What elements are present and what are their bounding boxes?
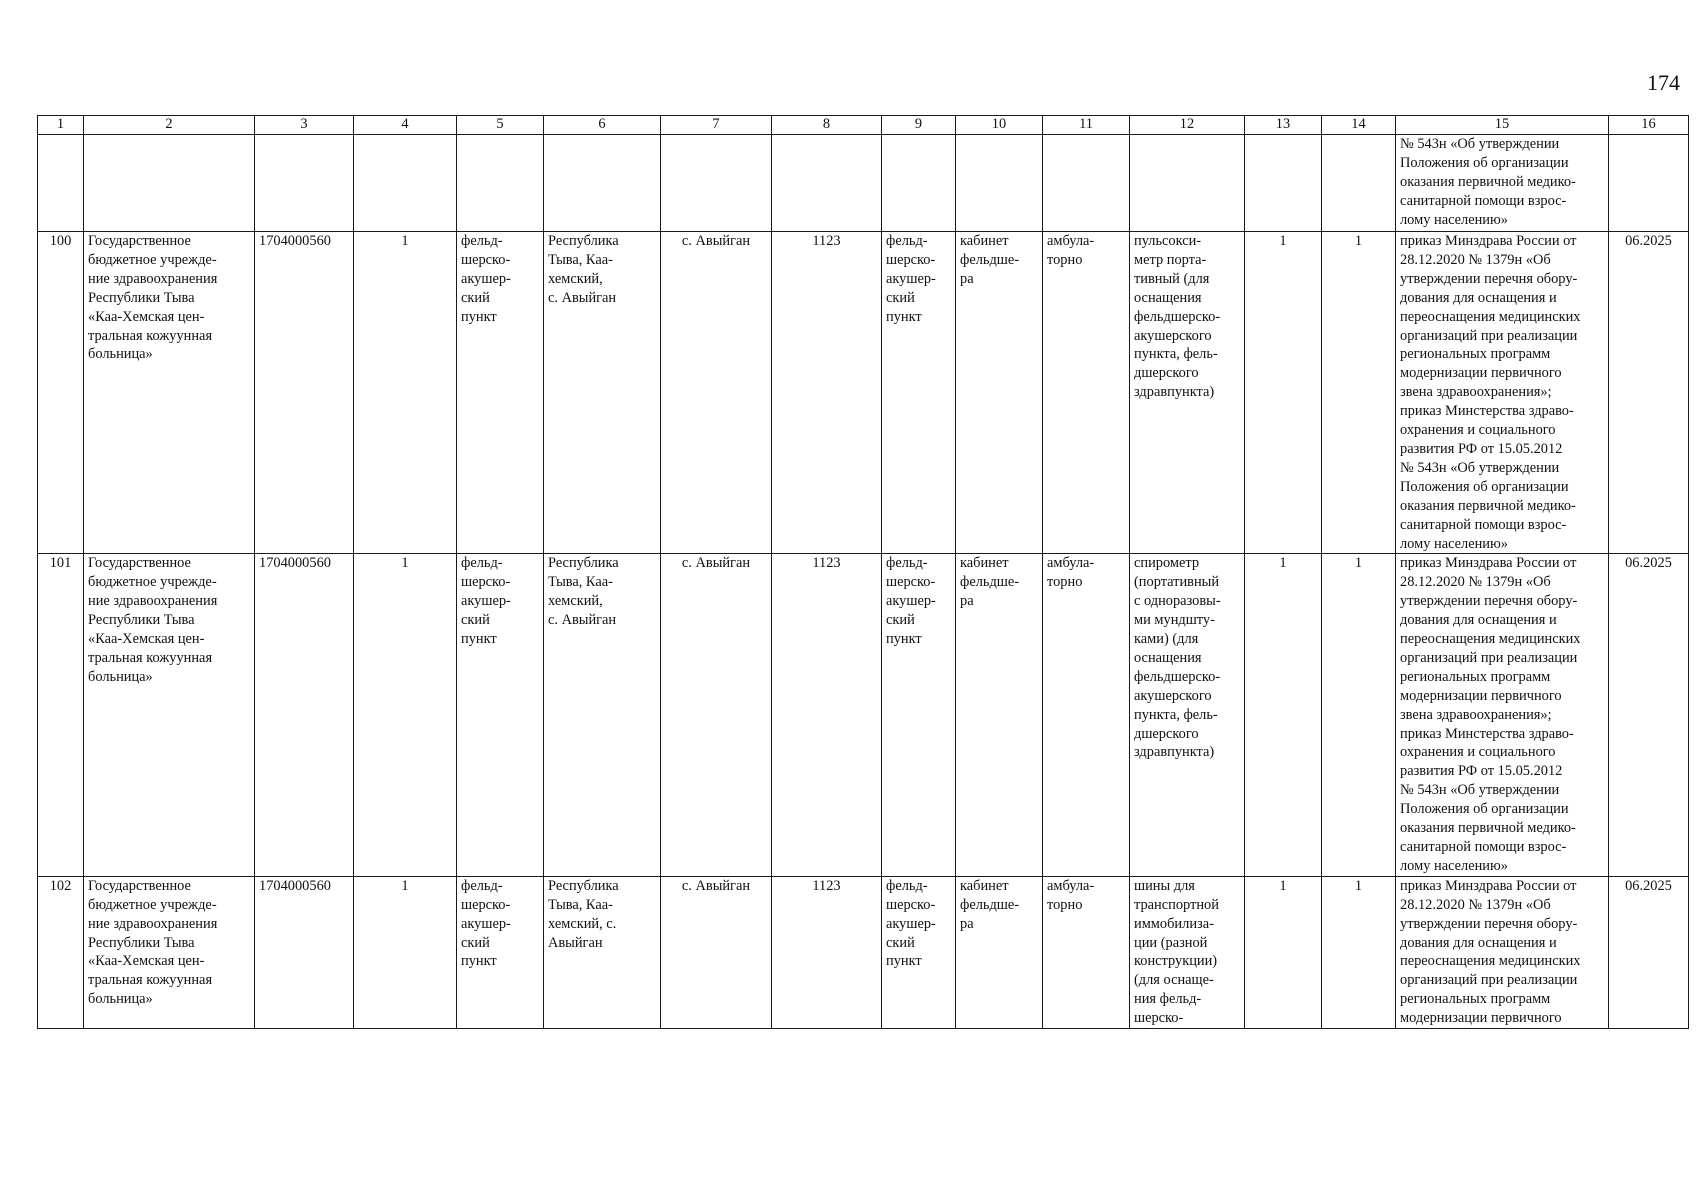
cell-date: 06.2025 bbox=[1609, 232, 1689, 554]
table-row bbox=[38, 876, 1689, 1028]
cell-empty bbox=[457, 135, 544, 232]
cell-quantity-2: 1 bbox=[1322, 876, 1396, 1028]
cell-date: 06.2025 bbox=[1609, 876, 1689, 1028]
cell-care-mode: амбула- торно bbox=[1043, 232, 1130, 554]
cell-facility-type: фельд- шерско- акушер- ский пункт bbox=[457, 876, 544, 1028]
cell-code: 1123 bbox=[772, 876, 882, 1028]
col-number-7: 7 bbox=[661, 116, 772, 135]
cell-col4: 1 bbox=[354, 876, 457, 1028]
cell-address: Республика Тыва, Каа- хемский, с. Авыйган bbox=[544, 232, 661, 554]
cell-facility-type: фельд- шерско- акушер- ский пункт bbox=[457, 554, 544, 876]
cell-empty bbox=[1245, 135, 1322, 232]
cell-unit: фельд- шерско- акушер- ский пункт bbox=[882, 232, 956, 554]
cell-empty bbox=[772, 135, 882, 232]
cell-legal-basis: приказ Минздрава России от 28.12.2020 № 1379н «Об утверждении перечня обору- дования для оснащения и переоснащения медицинских организаций при реализации региональных программ модернизации первичного звена здравоохранения»; приказ Минстерства здраво- охранения и социального развития РФ от 15.05.2012 № 543н «Об утверждении Положения об организации оказания первичной медико- санитарной помощи взрос- лому населению» bbox=[1396, 232, 1609, 554]
cell-code: 1123 bbox=[772, 232, 882, 554]
cell-room: кабинет фельдше- ра bbox=[956, 876, 1043, 1028]
cell-row-number: 102 bbox=[38, 876, 84, 1028]
cell-inn: 1704000560 bbox=[255, 554, 354, 876]
cell-quantity: 1 bbox=[1245, 554, 1322, 876]
cell-col4: 1 bbox=[354, 554, 457, 876]
cell-empty bbox=[38, 135, 84, 232]
cell-empty bbox=[1130, 135, 1245, 232]
col-number-2: 2 bbox=[84, 116, 255, 135]
cell-empty bbox=[956, 135, 1043, 232]
cell-inn: 1704000560 bbox=[255, 232, 354, 554]
col-number-3: 3 bbox=[255, 116, 354, 135]
col-number-11: 11 bbox=[1043, 116, 1130, 135]
cell-unit: фельд- шерско- акушер- ский пункт bbox=[882, 876, 956, 1028]
cell-address: Республика Тыва, Каа- хемский, с. Авыйган bbox=[544, 876, 661, 1028]
col-number-10: 10 bbox=[956, 116, 1043, 135]
cell-care-mode: амбула- торно bbox=[1043, 876, 1130, 1028]
cell-legal-basis: приказ Минздрава России от 28.12.2020 № 1379н «Об утверждении перечня обору- дования для оснащения и переоснащения медицинских организаций при реализации региональных программ модернизации первичного звена здравоохранения»; приказ Минстерства здраво- охранения и социального развития РФ от 15.05.2012 № 543н «Об утверждении Положения об организации оказания первичной медико- санитарной помощи взрос- лому населению» bbox=[1396, 554, 1609, 876]
cell-equipment: спирометр (портативный с одноразовы- ми мундшту- ками) (для оснащения фельдшерско- акушерского пункта, фель- дшерского здравпункта) bbox=[1130, 554, 1245, 876]
cell-facility-type: фельд- шерско- акушер- ский пункт bbox=[457, 232, 544, 554]
cell-empty bbox=[1322, 135, 1396, 232]
page-number: 174 bbox=[1647, 70, 1680, 95]
col-number-15: 15 bbox=[1396, 116, 1609, 135]
cell-care-mode: амбула- торно bbox=[1043, 554, 1130, 876]
cell-unit: фельд- шерско- акушер- ский пункт bbox=[882, 554, 956, 876]
table-row bbox=[38, 554, 1689, 876]
cell-organization: Государственное бюджетное учрежде- ние здравоохранения Республики Тыва «Каа-Хемская цен- тральная кожуунная больница» bbox=[84, 554, 255, 876]
cell-equipment: пульсокси- метр порта- тивный (для оснащения фельдшерско- акушерского пункта, фель- дшерского здравпункта) bbox=[1130, 232, 1245, 554]
table-row bbox=[38, 232, 1689, 554]
cell-legal-basis: приказ Минздрава России от 28.12.2020 № 1379н «Об утверждении перечня обору- дования для оснащения и переоснащения медицинских организаций при реализации региональных программ модернизации первичного bbox=[1396, 876, 1609, 1028]
cell-empty bbox=[1043, 135, 1130, 232]
cell-row-number: 101 bbox=[38, 554, 84, 876]
cell-settlement: с. Авыйган bbox=[661, 232, 772, 554]
register-table bbox=[37, 115, 1689, 1029]
cell-empty bbox=[1609, 135, 1689, 232]
column-number-row bbox=[38, 116, 1689, 135]
cell-equipment: шины для транспортной иммобилиза- ции (разной конструкции) (для оснаще- ния фельд- шерско- bbox=[1130, 876, 1245, 1028]
col-number-9: 9 bbox=[882, 116, 956, 135]
cell-empty bbox=[255, 135, 354, 232]
cell-row-number: 100 bbox=[38, 232, 84, 554]
cell-organization: Государственное бюджетное учрежде- ние здравоохранения Республики Тыва «Каа-Хемская цен- тральная кожуунная больница» bbox=[84, 232, 255, 554]
cell-code: 1123 bbox=[772, 554, 882, 876]
col-number-6: 6 bbox=[544, 116, 661, 135]
col-number-1: 1 bbox=[38, 116, 84, 135]
cell-empty bbox=[661, 135, 772, 232]
cell-empty bbox=[354, 135, 457, 232]
cell-room: кабинет фельдше- ра bbox=[956, 232, 1043, 554]
cell-inn: 1704000560 bbox=[255, 876, 354, 1028]
cell-room: кабинет фельдше- ра bbox=[956, 554, 1043, 876]
cell-legal-basis: № 543н «Об утверждении Положения об организации оказания первичной медико- санитарной помощи взрос- лому населению» bbox=[1396, 135, 1609, 232]
cell-empty bbox=[882, 135, 956, 232]
col-number-4: 4 bbox=[354, 116, 457, 135]
col-number-16: 16 bbox=[1609, 116, 1689, 135]
cell-date: 06.2025 bbox=[1609, 554, 1689, 876]
cell-empty bbox=[544, 135, 661, 232]
continuation-row bbox=[38, 135, 1689, 232]
cell-settlement: с. Авыйган bbox=[661, 876, 772, 1028]
cell-organization: Государственное бюджетное учрежде- ние здравоохранения Республики Тыва «Каа-Хемская цен- тральная кожуунная больница» bbox=[84, 876, 255, 1028]
col-number-13: 13 bbox=[1245, 116, 1322, 135]
cell-quantity-2: 1 bbox=[1322, 554, 1396, 876]
col-number-5: 5 bbox=[457, 116, 544, 135]
cell-settlement: с. Авыйган bbox=[661, 554, 772, 876]
cell-empty bbox=[84, 135, 255, 232]
col-number-12: 12 bbox=[1130, 116, 1245, 135]
col-number-14: 14 bbox=[1322, 116, 1396, 135]
col-number-8: 8 bbox=[772, 116, 882, 135]
cell-address: Республика Тыва, Каа- хемский, с. Авыйган bbox=[544, 554, 661, 876]
cell-quantity: 1 bbox=[1245, 876, 1322, 1028]
cell-quantity: 1 bbox=[1245, 232, 1322, 554]
cell-col4: 1 bbox=[354, 232, 457, 554]
cell-quantity-2: 1 bbox=[1322, 232, 1396, 554]
